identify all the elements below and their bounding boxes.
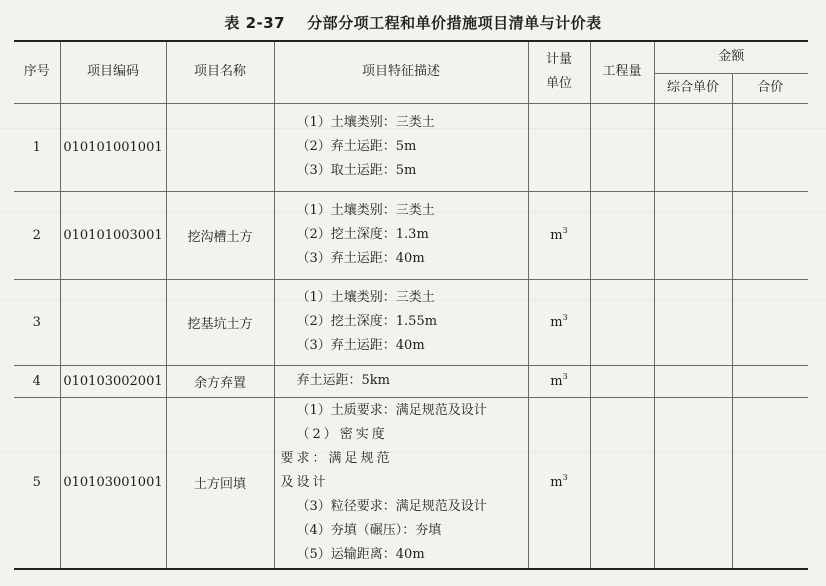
row-unit-price xyxy=(654,103,732,191)
unit-exponent: 3 xyxy=(562,371,568,381)
row-total xyxy=(732,279,808,365)
feature-line: （1）土壤类别：三类土 xyxy=(296,290,435,305)
row-seq: 2 xyxy=(14,191,60,279)
header-unit xyxy=(528,41,590,103)
header-code: 项目编码 xyxy=(60,41,166,103)
header-features: 项目特征描述 xyxy=(274,41,528,103)
feature-line: （2）挖土深度：1.55m xyxy=(296,314,438,329)
row-seq: 4 xyxy=(14,365,60,397)
feature-line: （1）土质要求：满足规范及设计 xyxy=(296,402,487,418)
row-total xyxy=(732,397,808,569)
row-features xyxy=(274,103,528,191)
feature-line: （3）弃土运距：40m xyxy=(296,251,425,266)
row-name: 土方回填 xyxy=(166,397,274,569)
row-unit-price xyxy=(654,191,732,279)
row-name: 挖沟槽土方 xyxy=(166,191,274,279)
feature-line: （3）取土运距：5m xyxy=(296,163,417,178)
feature-line: （5）运输距离：40m xyxy=(296,546,425,562)
row-quantity xyxy=(590,365,654,397)
table-row xyxy=(14,279,808,365)
row-code: 010103001001 xyxy=(60,397,166,569)
table-row xyxy=(14,103,808,191)
feature-line: （1）土壤类别：三类土 xyxy=(296,203,435,218)
row-unit xyxy=(528,279,590,365)
row-seq: 3 xyxy=(14,279,60,365)
feature-line: （3）弃土运距：40m xyxy=(296,338,425,353)
table-number: 表 2-37 xyxy=(224,14,286,32)
row-features xyxy=(274,279,528,365)
row-unit xyxy=(528,103,590,191)
table-row xyxy=(14,365,808,397)
row-name: 挖基坑土方 xyxy=(166,279,274,365)
unit-base: m xyxy=(550,373,563,389)
table-caption: 分部分项工程和单价措施项目清单与计价表 xyxy=(307,14,602,32)
bill-of-quantities-table xyxy=(14,40,808,570)
unit-exponent: 3 xyxy=(562,473,568,483)
row-unit xyxy=(528,397,590,569)
feature-line: （4）夯填（碾压）：夯填 xyxy=(296,522,442,538)
row-unit-price xyxy=(654,365,732,397)
row-total xyxy=(732,365,808,397)
feature-line: 弃土运距：5km xyxy=(296,373,390,388)
row-features xyxy=(274,397,528,569)
row-unit xyxy=(528,191,590,279)
row-unit xyxy=(528,365,590,397)
row-total xyxy=(732,103,808,191)
row-code: 010103002001 xyxy=(60,365,166,397)
feature-line: （2）弃土运距：5m xyxy=(296,139,417,154)
unit-base: m xyxy=(550,227,563,243)
unit-base: m xyxy=(550,475,563,491)
row-code: 010101003001 xyxy=(60,191,166,279)
row-features xyxy=(274,191,528,279)
row-unit-price xyxy=(654,279,732,365)
header-name: 项目名称 xyxy=(166,41,274,103)
row-quantity xyxy=(590,397,654,569)
header-amount: 金额 xyxy=(654,41,808,73)
feature-line: （1）土壤类别：三类土 xyxy=(296,115,435,130)
header-quantity: 工程量 xyxy=(590,41,654,103)
header-unit-text: 计量单位 xyxy=(545,52,572,92)
row-unit-price xyxy=(654,397,732,569)
feature-line: （2）挖土深度：1.3m xyxy=(296,227,429,242)
row-total xyxy=(732,191,808,279)
unit-exponent: 3 xyxy=(562,225,568,235)
row-seq: 1 xyxy=(14,103,60,191)
table-body xyxy=(14,103,808,569)
header-unit-price: 综合单价 xyxy=(654,73,732,103)
row-quantity xyxy=(590,103,654,191)
feature-line: （3）粒径要求：满足规范及设计 xyxy=(296,498,487,514)
row-quantity xyxy=(590,279,654,365)
row-name: 余方弃置 xyxy=(166,365,274,397)
row-code: 010101001001 xyxy=(60,103,166,191)
feature-line: （2）密实度要求：满足规范及设计 xyxy=(280,426,393,490)
row-name xyxy=(166,103,274,191)
table-title xyxy=(0,12,826,33)
header-total: 合价 xyxy=(732,73,808,103)
row-code xyxy=(60,279,166,365)
row-seq: 5 xyxy=(14,397,60,569)
table-row xyxy=(14,397,808,569)
header-seq: 序号 xyxy=(14,41,60,103)
table-row xyxy=(14,191,808,279)
unit-base: m xyxy=(550,314,563,330)
row-features xyxy=(274,365,528,397)
unit-exponent: 3 xyxy=(562,312,568,322)
row-quantity xyxy=(590,191,654,279)
